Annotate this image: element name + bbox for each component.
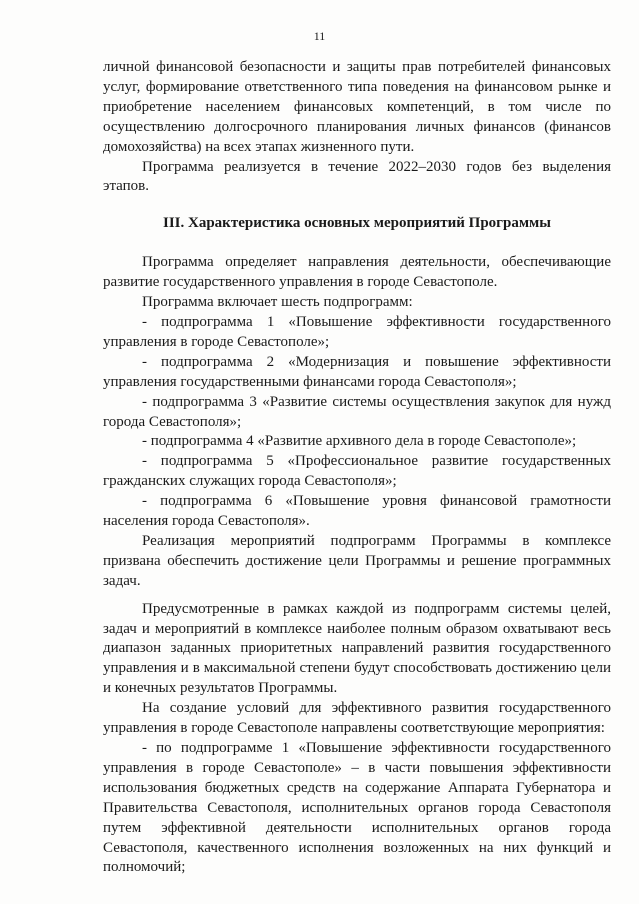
paragraph-provided-measures: Предусмотренные в рамках каждой из подпрограмм системы целей, задач и мероприятий в комплексе наиболее полным образом охватывают весь диапазон заданных приоритетных направлений развития государственного управления и в максимальной степени будут способствовать достижению цели и конечных результатов Программы. <box>103 600 611 697</box>
document-body <box>103 58 611 878</box>
subprogram-item-3: - подпрограмма 3 «Развитие системы осуществления закупок для нужд города Севастополя»; <box>103 393 611 430</box>
subprogram-item-6: - подпрограмма 6 «Повышение уровня финансовой грамотности населения города Севастополя». <box>103 493 611 530</box>
paragraph-subprograms-intro: Программа включает шесть подпрограмм: <box>142 294 413 311</box>
paragraph-program-directions: Программа определяет направления деятельности, обеспечивающие развитие государственного управления в городе Севастополе. <box>103 254 611 291</box>
subprogram-item-4: - подпрограмма 4 «Развитие архивного дела в городе Севастополе»; <box>142 433 577 450</box>
paragraph-program-period: Программа реализуется в течение 2022–2030 годов без выделения этапов. <box>103 158 611 195</box>
subprogram-1-detail: - по подпрограмме 1 «Повышение эффективности государственного управления в городе Севастополе» – в части повышения эффективности использования бюджетных средств на содержание Аппарата Губернатора и Правительства Севастополя, исполнительных органов города Севастополя путем эффективной деятельности исполнительных органов города Севастополя, качественного исполнения возложенных на них функций и полномочий; <box>103 740 611 876</box>
paragraph-implementation: Реализация мероприятий подпрограмм Программы в комплексе призвана обеспечить достижение цели Программы и решение программных задач. <box>103 532 611 589</box>
section-heading: III. Характеристика основных мероприятий Программы <box>163 215 551 232</box>
subprogram-item-5: - подпрограмма 5 «Профессиональное развитие государственных гражданских служащих города Севастополя»; <box>103 453 611 490</box>
paragraph-conditions: На создание условий для эффективного развития государственного управления в городе Севастополе направлены соответствующие мероприятия: <box>103 700 611 737</box>
subprogram-item-2: - подпрограмма 2 «Модернизация и повышение эффективности управления государственными финансами города Севастополя»; <box>103 353 611 390</box>
page-number: 11 <box>313 29 326 43</box>
paragraph-continued: личной финансовой безопасности и защиты прав потребителей финансовых услуг, формирование ответственного типа поведения на финансовом рынке и приобретение населением финансовых компетенций, в том числе по осуществлению долгосрочного планирования личных финансов (финансов домохозяйства) на всех этапах жизненного пути. <box>103 59 611 155</box>
subprogram-item-1: - подпрограмма 1 «Повышение эффективности государственного управления в городе Севастополе»; <box>103 313 611 350</box>
